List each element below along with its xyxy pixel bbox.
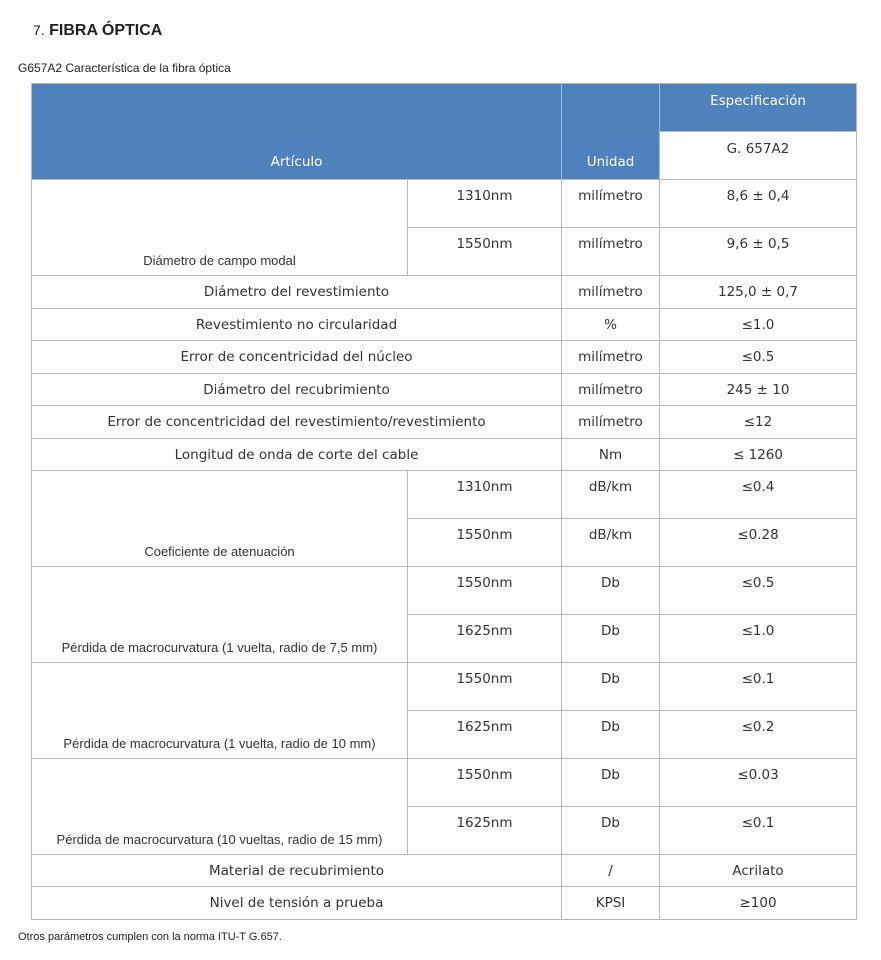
value-cell: ≤0.5 (660, 341, 857, 374)
value-cell: ≤0.4 (660, 471, 857, 519)
unit-cell: milímetro (562, 341, 660, 374)
row-label: Material de recubrimiento (32, 855, 562, 887)
wavelength-cell: 1310nm (408, 180, 562, 228)
value-cell: 125,0 ± 0,7 (660, 276, 857, 309)
table-caption: G657A2 Característica de la fibra óptica (18, 61, 231, 75)
table-row (32, 180, 857, 228)
wavelength-cell: 1625nm (408, 711, 562, 759)
value-cell: ≥100 (660, 887, 857, 920)
table-row (32, 309, 857, 341)
header-row (32, 84, 857, 132)
value-cell: ≤0.5 (660, 567, 857, 615)
row-label: Pérdida de macrocurvatura (1 vuelta, radio de 7,5 mm) (32, 567, 408, 663)
row-label: Pérdida de macrocurvatura (1 vuelta, radio de 10 mm) (32, 663, 408, 759)
row-label: Revestimiento no circularidad (32, 309, 562, 341)
table-row (32, 759, 857, 807)
unit-cell: Nm (562, 439, 660, 471)
unit-cell: Db (562, 567, 660, 615)
unit-cell: milímetro (562, 406, 660, 439)
table-row (32, 406, 857, 439)
unit-cell: milímetro (562, 180, 660, 228)
unit-cell: KPSI (562, 887, 660, 920)
value-cell: ≤1.0 (660, 615, 857, 663)
row-label: Coeficiente de atenuación (32, 471, 408, 567)
table-row (32, 341, 857, 374)
wavelength-cell: 1625nm (408, 807, 562, 855)
value-cell: 8,6 ± 0,4 (660, 180, 857, 228)
value-cell: 9,6 ± 0,5 (660, 228, 857, 276)
header-unidad: Unidad (562, 84, 660, 180)
value-cell: ≤0.2 (660, 711, 857, 759)
unit-cell: dB/km (562, 519, 660, 567)
unit-cell: milímetro (562, 374, 660, 406)
table-row (32, 663, 857, 711)
value-cell: ≤0.1 (660, 663, 857, 711)
value-cell: ≤0.1 (660, 807, 857, 855)
value-cell: 245 ± 10 (660, 374, 857, 406)
table-row (32, 374, 857, 406)
row-label: Diámetro del revestimiento (32, 276, 562, 309)
unit-cell: % (562, 309, 660, 341)
row-label: Diámetro de campo modal (32, 180, 408, 276)
unit-cell: Db (562, 711, 660, 759)
unit-cell: Db (562, 759, 660, 807)
header-standard: G. 657A2 (660, 132, 857, 180)
row-label: Longitud de onda de corte del cable (32, 439, 562, 471)
wavelength-cell: 1550nm (408, 567, 562, 615)
fiber-spec-table (31, 83, 857, 920)
footnote: Otros parámetros cumplen con la norma ITU-T G.657. (18, 931, 282, 943)
unit-cell: dB/km (562, 471, 660, 519)
value-cell: ≤0.28 (660, 519, 857, 567)
unit-cell: Db (562, 807, 660, 855)
table-row (32, 887, 857, 920)
unit-cell: milímetro (562, 228, 660, 276)
value-cell: ≤12 (660, 406, 857, 439)
unit-cell: milímetro (562, 276, 660, 309)
section-title: FIBRA ÓPTICA (49, 22, 163, 39)
unit-cell: Db (562, 663, 660, 711)
table-row (32, 439, 857, 471)
row-label: Error de concentricidad del revestimiento/revestimiento (32, 406, 562, 439)
section-heading (33, 22, 162, 40)
value-cell: ≤ 1260 (660, 439, 857, 471)
table-row (32, 855, 857, 887)
wavelength-cell: 1550nm (408, 759, 562, 807)
unit-cell: / (562, 855, 660, 887)
header-especificacion: Especificación (660, 84, 857, 132)
row-label: Pérdida de macrocurvatura (10 vueltas, radio de 15 mm) (32, 759, 408, 855)
table-row (32, 471, 857, 519)
value-cell: ≤1.0 (660, 309, 857, 341)
wavelength-cell: 1550nm (408, 519, 562, 567)
table-row (32, 276, 857, 309)
wavelength-cell: 1310nm (408, 471, 562, 519)
wavelength-cell: 1550nm (408, 228, 562, 276)
section-number: 7. (33, 22, 45, 38)
wavelength-cell: 1550nm (408, 663, 562, 711)
value-cell: ≤0.03 (660, 759, 857, 807)
table-row (32, 567, 857, 615)
row-label: Error de concentricidad del núcleo (32, 341, 562, 374)
header-articulo: Artículo (32, 84, 562, 180)
unit-cell: Db (562, 615, 660, 663)
wavelength-cell: 1625nm (408, 615, 562, 663)
row-label: Diámetro del recubrimiento (32, 374, 562, 406)
row-label: Nivel de tensión a prueba (32, 887, 562, 920)
value-cell: Acrilato (660, 855, 857, 887)
